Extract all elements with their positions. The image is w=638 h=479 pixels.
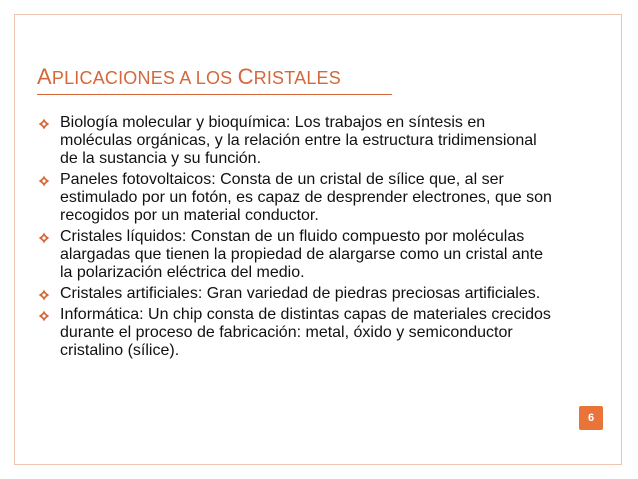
list-item	[36, 228, 556, 282]
fleur-bullet-icon	[38, 310, 50, 322]
fleur-bullet-icon	[38, 232, 50, 244]
title-part-2: RISTALES	[253, 68, 341, 88]
title-initial-a: A	[37, 64, 52, 89]
bullet-list	[36, 114, 556, 363]
title-part-1: PLICACIONES A LOS	[51, 68, 238, 88]
bullet-text: Biología molecular y bioquímica: Los trabajos en síntesis en moléculas orgánicas, y la relación entre la estructura tridimensional de la sustancia y su función.	[60, 114, 537, 167]
list-item	[36, 171, 556, 225]
title-initial-c: C	[237, 64, 254, 89]
list-item	[36, 285, 556, 303]
fleur-bullet-icon	[38, 175, 50, 187]
bullet-text: Cristales artificiales: Gran variedad de piedras preciosas artificiales.	[60, 285, 541, 302]
list-item	[36, 114, 556, 168]
bullet-text: Cristales líquidos: Constan de un fluido compuesto por moléculas alargadas que tienen la propiedad de alargarse como un cristal ante la polarización eléctrica del medio.	[60, 228, 543, 281]
fleur-bullet-icon	[38, 289, 50, 301]
slide-title	[37, 64, 341, 90]
page-number-badge: 6	[579, 406, 603, 430]
fleur-bullet-icon	[38, 118, 50, 130]
bullet-text: Informática: Un chip consta de distintas capas de materiales crecidos durante el proceso de fabricación: metal, óxido y semiconductor cristalino (sílice).	[60, 306, 551, 359]
title-underline	[37, 94, 392, 95]
bullet-text: Paneles fotovoltaicos: Consta de un cristal de sílice que, al ser estimulado por un fotón, es capaz de desprender electrones, que son recogidos por un material conductor.	[60, 171, 552, 224]
list-item	[36, 306, 556, 360]
